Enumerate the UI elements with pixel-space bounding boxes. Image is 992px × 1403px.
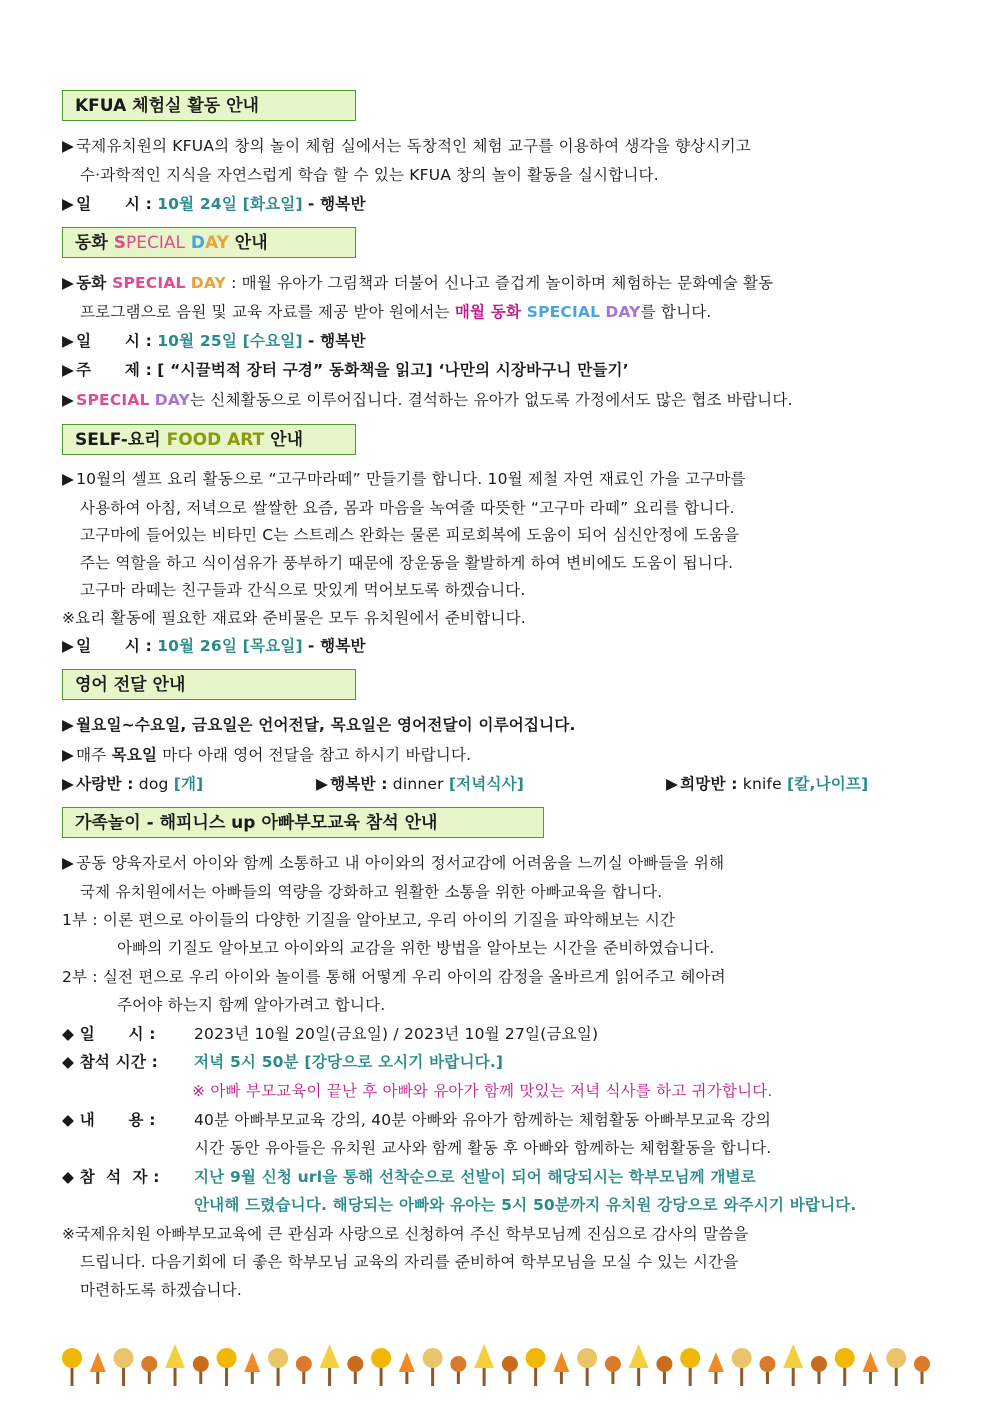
family-attendees: 안내해 드렸습니다. 해당되는 아빠와 유아는 5시 50분까지 유치원 강당으로 와주시기 바랍니다. [194,1196,857,1214]
section-title: KFUA 체험실 활동 안내 [75,96,259,116]
tree-icon [862,1352,878,1384]
closing-line: 드립니다. 다음기회에 더 좋은 학부모님 교육의 자리를 준비하여 학부모님을 모실 수 있는 시간을 [80,1253,739,1271]
family-part1: 아빠의 기질도 알아보고 아이와의 교감을 위한 방법을 알아보는 시간을 준비하였습니다. [117,939,715,957]
story-desc-line: ▶ 동화 SPECIAL DAY : 매월 유아가 그림책과 더불어 신나고 즐겁게 놀이하며 체험하는 문화예술 활동 [62,274,774,292]
tree-icon [90,1352,106,1384]
tree-icon [296,1356,312,1384]
autumn-tree-border-icon [62,1340,932,1388]
cook-date: ▶ 일 시 : 10월 26일 [목요일] - 행복반 [62,637,366,655]
cook-desc-line: 고구마에 들어있는 비타민 C는 스트레스 완화는 물론 피로회복에 도움이 되어 심신안정에 도움을 [80,526,740,544]
tree-icon [114,1348,134,1386]
family-attendees: ◆ 참 석 자 : 지난 9월 신청 url을 통해 선착순으로 선발이 되어 해당되시는 학부모님께 개별로 [62,1168,756,1186]
family-part2: 주어야 하는지 함께 알아가려고 합니다. [117,996,386,1014]
bullet-icon: ▶ [62,637,75,655]
bullet-icon: ▶ [62,332,75,350]
tree-icon [783,1344,803,1386]
story-theme: ▶ 주 제 : [ “시끌벅적 장터 구경” 동화책을 읽고] ‘나만의 시장바구니 만들기’ [62,361,629,379]
tree-icon [680,1348,700,1386]
family-time-note: ※ 아빠 부모교육이 끝난 후 아빠와 유아가 함께 맛있는 저녁 식사를 하고 귀가합니다. [192,1082,773,1100]
bullet-icon: ▶ [666,775,679,793]
tree-icon [474,1344,494,1386]
bullet-icon: ▶ [62,195,75,213]
section-header-english: 영어 전달 안내 [62,669,356,700]
english-class-sarang: ▶ 사랑반 : dog [개] [62,775,204,793]
family-content: ◆ 내 용 : 40분 아빠부모교육 강의, 40분 아빠와 유아가 함께하는 체험활동 아빠부모교육 강의 [62,1111,772,1129]
tree-icon [62,1348,82,1386]
bullet-icon: ▶ [62,361,75,379]
tree-icon [217,1348,237,1386]
story-date: ▶ 일 시 : 10월 25일 [수요일] - 행복반 [62,332,366,350]
kfua-desc-line: 수·과학적인 지식을 자연스럽게 학습 할 수 있는 KFUA 창의 놀이 활동을 실시합니다. [80,166,659,184]
family-intro: 국제 유치원에서는 아빠들의 역량을 강화하고 원활한 소통을 위한 아빠교육을 합니다. [80,883,663,901]
tree-icon [656,1356,672,1384]
family-date: ◆ 일 시 : 2023년 10월 20일(금요일) / 2023년 10월 27일(금요일) [62,1025,599,1043]
tree-icon [526,1348,546,1386]
section-header-kfua [62,90,356,121]
kfua-date [62,194,366,214]
bullet-icon: ▶ [62,716,75,734]
closing-line: 마련하도록 하겠습니다. [80,1281,242,1299]
bullet-icon: ▶ [62,274,75,292]
tree-icon [320,1344,340,1386]
tree-icon [502,1356,518,1384]
tree-icon [553,1352,569,1384]
tree-icon [605,1356,621,1384]
tree-icon [399,1352,415,1384]
section-header-family: 가족놀이 - 해피니스 up 아빠부모교육 참석 안내 [62,807,544,838]
cook-desc-line: 고구마 라떼는 친구들과 간식으로 맛있게 먹어보도록 하겠습니다. [80,581,526,599]
tree-icon [371,1348,391,1386]
tree-icon [577,1348,597,1386]
family-part2: 2부 : 실전 편으로 우리 아이와 놀이를 통해 어떻게 우리 아이의 감정을 올바르게 읽어주고 헤아려 [62,968,726,986]
tree-icon [914,1356,930,1384]
english-line: ▶ 월요일~수요일, 금요일은 언어전달, 목요일은 영어전달이 이루어집니다. [62,716,576,734]
tree-icon [165,1344,185,1386]
tree-icon [193,1356,209,1384]
cook-note: ※요리 활동에 필요한 재료와 준비물은 모두 유치원에서 준비합니다. [62,609,526,627]
tree-icon [759,1356,775,1384]
tree-icon [708,1352,724,1384]
tree-icon [244,1352,260,1384]
tree-icon [268,1348,288,1386]
family-intro: ▶ 공동 양육자로서 아이와 함께 소통하고 내 아이와의 정서교감에 어려움을 느끼실 아빠들을 위해 [62,854,725,872]
tree-icon [811,1356,827,1384]
bullet-icon: ▶ [316,775,329,793]
section-header-cooking: SELF-요리 FOOD ART 안내 [62,424,356,455]
cook-desc-line: 주는 역할을 하고 식이섬유가 풍부하기 때문에 장운동을 활발하게 하여 변비에도 도움이 됩니다. [80,554,734,572]
bullet-icon: ▶ [62,391,75,409]
tree-icon [450,1356,466,1384]
tree-icon [886,1348,906,1386]
english-line: ▶ 매주 목요일 마다 아래 영어 전달을 참고 하시기 바랍니다. [62,746,472,764]
tree-icon [347,1356,363,1384]
section-header-story: 동화 SPECIAL DAY 안내 [62,227,356,258]
closing-line: ※국제유치원 아빠부모교육에 큰 관심과 사랑으로 신청하여 주신 학부모님께 진심으로 감사의 말씀을 [62,1225,749,1243]
date-class: - 행복반 [307,195,366,213]
family-content: 시간 동안 유아들은 유치원 교사와 함께 활동 후 아빠와 함께하는 체험활동을 합니다. [194,1139,772,1157]
tree-icon [732,1348,752,1386]
tree-icon [423,1348,443,1386]
bullet-icon: ▶ [62,775,75,793]
family-time: ◆ 참석 시간 : 저녁 5시 50분 [강당으로 오시기 바랍니다.] [62,1053,504,1071]
story-desc-line: 프로그램으로 음원 및 교육 자료를 제공 받아 원에서는 매월 동화 SPECIAL DAY를 합니다. [80,303,712,321]
date-label: 일 시 : [76,195,153,213]
bullet-icon: ▶ [62,746,75,764]
family-part1: 1부 : 이론 편으로 아이들의 다양한 기질을 알아보고, 우리 아이의 기질을 파악해보는 시간 [62,911,676,929]
english-class-haengbok: ▶ 행복반 : dinner [저녁식사] [316,775,525,793]
tree-icon [141,1356,157,1384]
tree-icon [835,1348,855,1386]
bullet-icon: ▶ [62,854,75,872]
cook-desc-line: ▶ 10월의 셀프 요리 활동으로 “고구마라떼” 만들기를 합니다. 10월 제철 자연 재료인 가을 고구마를 [62,470,746,488]
date-value: 10월 24일 [화요일] [157,195,303,213]
cook-desc-line: 사용하여 아침, 저녁으로 쌀쌀한 요즘, 몸과 마음을 녹여줄 따뜻한 “고구마 라떼” 요리를 합니다. [80,499,735,517]
bullet-icon: ▶ [62,137,75,155]
story-note: ▶ SPECIAL DAY는 신체활동으로 이루어집니다. 결석하는 유아가 없도록 가정에서도 많은 협조 바랍니다. [62,391,793,409]
kfua-desc-line: ▶ 국제유치원의 KFUA의 창의 놀이 체험 실에서는 독창적인 체험 교구를 이용하여 생각을 향상시키고 [62,137,751,155]
english-class-huimang: ▶ 희망반 : knife [칼,나이프] [666,775,869,793]
bullet-icon: ▶ [62,470,75,488]
tree-icon [629,1344,649,1386]
